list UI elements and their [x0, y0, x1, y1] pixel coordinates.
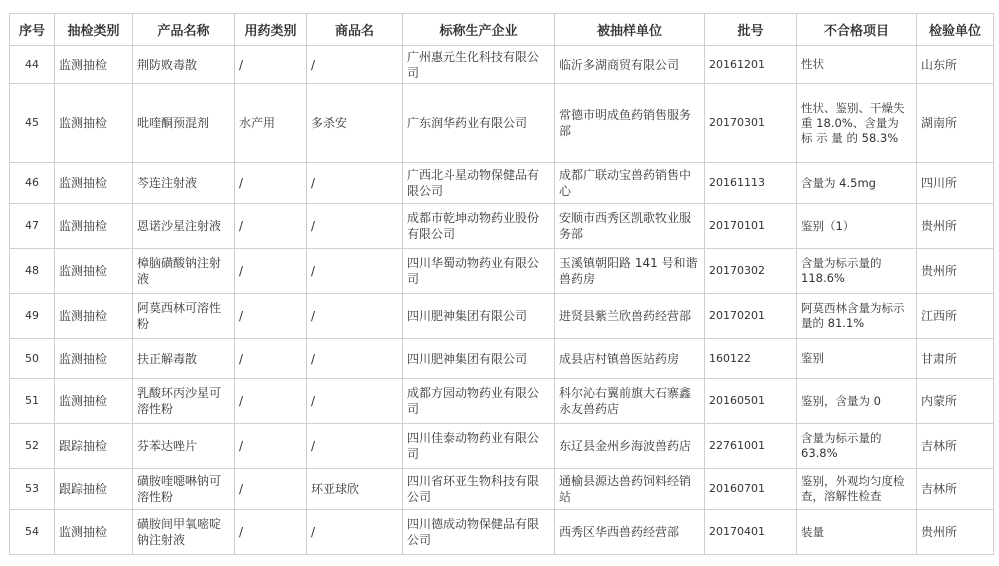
cell-batch: 22761001	[705, 424, 797, 469]
cell-sampled-unit: 西秀区华西兽药经营部	[555, 510, 705, 555]
cell-defect: 鉴别（1）	[797, 204, 917, 249]
cell-lab: 贵州所	[917, 510, 994, 555]
cell-usage: /	[235, 379, 307, 424]
cell-trade-name: /	[307, 249, 403, 294]
cell-lab: 江西所	[917, 294, 994, 339]
cell-defect: 含量为标示量的 118.6%	[797, 249, 917, 294]
cell-product: 樟脑磺酸钠注射液	[133, 249, 235, 294]
cell-category: 监测抽检	[55, 204, 133, 249]
cell-sampled-unit: 玉溪镇朝阳路 141 号和谐兽药房	[555, 249, 705, 294]
cell-manufacturer: 成都市乾坤动物药业股份有限公司	[403, 204, 555, 249]
cell-lab: 湖南所	[917, 84, 994, 163]
table-row	[10, 294, 994, 339]
table-row	[10, 379, 994, 424]
cell-defect: 性状、鉴别、干燥失重 18.0%、含量为 标 示 量 的 58.3%	[797, 84, 917, 163]
cell-usage: /	[235, 249, 307, 294]
cell-category: 监测抽检	[55, 294, 133, 339]
cell-product: 阿莫西林可溶性粉	[133, 294, 235, 339]
cell-usage: /	[235, 469, 307, 510]
cell-defect: 鉴别，外观均匀度检查，溶解性检查	[797, 469, 917, 510]
cell-manufacturer: 四川华蜀动物药业有限公司	[403, 249, 555, 294]
table-row	[10, 424, 994, 469]
cell-trade-name: /	[307, 294, 403, 339]
cell-lab: 山东所	[917, 46, 994, 84]
header-category: 抽检类别	[55, 14, 133, 46]
cell-product: 乳酸环丙沙星可溶性粉	[133, 379, 235, 424]
cell-product: 吡喹酮预混剂	[133, 84, 235, 163]
header-defect: 不合格项目	[797, 14, 917, 46]
cell-defect: 含量为 4.5mg	[797, 163, 917, 204]
cell-trade-name: /	[307, 510, 403, 555]
cell-batch: 20161113	[705, 163, 797, 204]
cell-manufacturer: 广西北斗星动物保健品有限公司	[403, 163, 555, 204]
header-lab: 检验单位	[917, 14, 994, 46]
cell-seq: 53	[10, 469, 55, 510]
cell-sampled-unit: 常德市明成鱼药销售服务部	[555, 84, 705, 163]
cell-sampled-unit: 进贤县紫兰欣兽药经营部	[555, 294, 705, 339]
cell-sampled-unit: 成县店村镇兽医站药房	[555, 339, 705, 379]
cell-usage: /	[235, 46, 307, 84]
cell-manufacturer: 四川佳泰动物药业有限公司	[403, 424, 555, 469]
cell-defect: 装量	[797, 510, 917, 555]
cell-defect: 鉴别，含量为 0	[797, 379, 917, 424]
cell-batch: 20170302	[705, 249, 797, 294]
cell-defect: 含量为标示量的 63.8%	[797, 424, 917, 469]
cell-seq: 47	[10, 204, 55, 249]
cell-manufacturer: 四川肥神集团有限公司	[403, 294, 555, 339]
cell-seq: 48	[10, 249, 55, 294]
cell-batch: 20170301	[705, 84, 797, 163]
cell-manufacturer: 广东润华药业有限公司	[403, 84, 555, 163]
cell-seq: 52	[10, 424, 55, 469]
cell-defect: 性状	[797, 46, 917, 84]
cell-trade-name: /	[307, 379, 403, 424]
cell-batch: 160122	[705, 339, 797, 379]
cell-trade-name: /	[307, 204, 403, 249]
table-row	[10, 204, 994, 249]
cell-product: 恩诺沙星注射液	[133, 204, 235, 249]
table-row	[10, 469, 994, 510]
cell-seq: 45	[10, 84, 55, 163]
table-row	[10, 339, 994, 379]
table-row	[10, 84, 994, 163]
cell-manufacturer: 四川省环亚生物科技有限公司	[403, 469, 555, 510]
cell-batch: 20160701	[705, 469, 797, 510]
cell-lab: 甘肃所	[917, 339, 994, 379]
cell-usage: /	[235, 204, 307, 249]
cell-seq: 51	[10, 379, 55, 424]
cell-seq: 50	[10, 339, 55, 379]
cell-defect: 鉴别	[797, 339, 917, 379]
cell-manufacturer: 四川德成动物保健品有限公司	[403, 510, 555, 555]
cell-manufacturer: 成都方园动物药业有限公司	[403, 379, 555, 424]
cell-lab: 四川所	[917, 163, 994, 204]
cell-category: 跟踪抽检	[55, 424, 133, 469]
cell-batch: 20160501	[705, 379, 797, 424]
cell-product: 荆防败毒散	[133, 46, 235, 84]
cell-trade-name: /	[307, 424, 403, 469]
cell-product: 磺胺喹噁啉钠可溶性粉	[133, 469, 235, 510]
cell-trade-name: /	[307, 163, 403, 204]
inspection-table-container	[9, 13, 994, 555]
cell-product: 芩连注射液	[133, 163, 235, 204]
cell-category: 监测抽检	[55, 46, 133, 84]
cell-lab: 吉林所	[917, 424, 994, 469]
cell-usage: 水产用	[235, 84, 307, 163]
cell-batch: 20170101	[705, 204, 797, 249]
cell-usage: /	[235, 339, 307, 379]
inspection-results-table	[9, 13, 994, 555]
cell-lab: 吉林所	[917, 469, 994, 510]
cell-trade-name: /	[307, 46, 403, 84]
cell-seq: 46	[10, 163, 55, 204]
cell-batch: 20161201	[705, 46, 797, 84]
cell-manufacturer: 四川肥神集团有限公司	[403, 339, 555, 379]
cell-category: 监测抽检	[55, 339, 133, 379]
cell-defect: 阿莫西林含量为标示量的 81.1%	[797, 294, 917, 339]
cell-category: 监测抽检	[55, 163, 133, 204]
cell-sampled-unit: 临沂多湖商贸有限公司	[555, 46, 705, 84]
cell-category: 跟踪抽检	[55, 469, 133, 510]
table-row	[10, 46, 994, 84]
cell-manufacturer: 广州惠元生化科技有限公司	[403, 46, 555, 84]
cell-sampled-unit: 安顺市西秀区凯歌牧业服务部	[555, 204, 705, 249]
cell-sampled-unit: 科尔沁右翼前旗大石寨鑫永友兽药店	[555, 379, 705, 424]
cell-trade-name: 环亚球欣	[307, 469, 403, 510]
cell-sampled-unit: 成都广联动宝兽药销售中心	[555, 163, 705, 204]
table-row	[10, 249, 994, 294]
cell-sampled-unit: 通榆县源达兽药饲料经销站	[555, 469, 705, 510]
cell-category: 监测抽检	[55, 510, 133, 555]
cell-category: 监测抽检	[55, 249, 133, 294]
header-sampled-unit: 被抽样单位	[555, 14, 705, 46]
header-product: 产品名称	[133, 14, 235, 46]
table-header-row	[10, 14, 994, 46]
cell-category: 监测抽检	[55, 379, 133, 424]
cell-usage: /	[235, 424, 307, 469]
cell-lab: 贵州所	[917, 204, 994, 249]
cell-trade-name: /	[307, 339, 403, 379]
cell-usage: /	[235, 163, 307, 204]
cell-seq: 44	[10, 46, 55, 84]
header-batch: 批号	[705, 14, 797, 46]
cell-seq: 49	[10, 294, 55, 339]
cell-lab: 贵州所	[917, 249, 994, 294]
header-manufacturer: 标称生产企业	[403, 14, 555, 46]
cell-seq: 54	[10, 510, 55, 555]
cell-sampled-unit: 东辽县金州乡海波兽药店	[555, 424, 705, 469]
cell-trade-name: 多杀安	[307, 84, 403, 163]
cell-category: 监测抽检	[55, 84, 133, 163]
cell-product: 扶正解毒散	[133, 339, 235, 379]
cell-product: 磺胺间甲氧嘧啶钠注射液	[133, 510, 235, 555]
cell-product: 芬苯达唑片	[133, 424, 235, 469]
cell-batch: 20170201	[705, 294, 797, 339]
cell-usage: /	[235, 294, 307, 339]
cell-batch: 20170401	[705, 510, 797, 555]
table-row	[10, 163, 994, 204]
header-usage: 用药类别	[235, 14, 307, 46]
cell-usage: /	[235, 510, 307, 555]
header-seq: 序号	[10, 14, 55, 46]
cell-lab: 内蒙所	[917, 379, 994, 424]
table-row	[10, 510, 994, 555]
header-trade-name: 商品名	[307, 14, 403, 46]
